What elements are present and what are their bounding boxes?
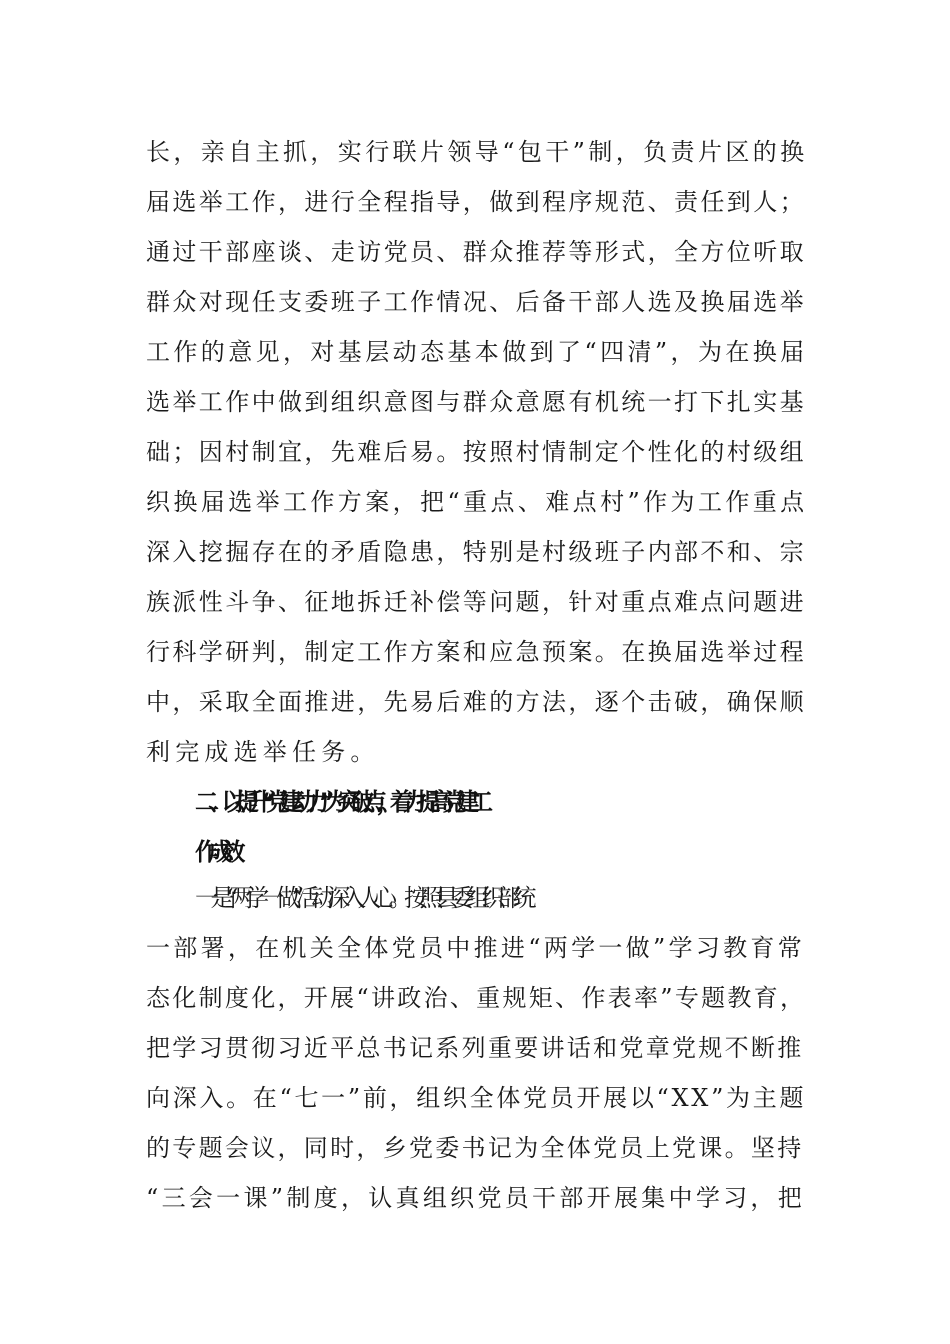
text-line: 一部署，在机关全体党员中推进“两学一做”学习教育常 xyxy=(146,934,806,962)
text-line: 族派性斗争、征地拆迁补偿等问题，针对重点难点问题进 xyxy=(146,588,806,616)
text-line: 向深入。在“七一”前，组织全体党员开展以“XX”为主题 xyxy=(146,1084,807,1112)
text-line: 把学习贯彻习近平总书记系列重要讲话和党章党规不断推 xyxy=(146,1034,804,1062)
text-line: 通过干部座谈、走访党员、群众推荐等形式，全方位听取 xyxy=(146,238,806,266)
heading-line: 二、以提升“党建动力”为突破点，着力提高党建工 xyxy=(195,788,483,816)
text-line: 工作的意见，对基层动态基本做到了“四清”，为在换届 xyxy=(146,338,808,366)
text-line: 深入挖掘存在的矛盾隐患，特别是村级班子内部不和、宗 xyxy=(146,538,806,566)
text-line: 群众对现任支委班子工作情况、后备干部人选及换届选举 xyxy=(146,288,806,316)
text-line: 届选举工作，进行全程指导，做到程序规范、责任到人； xyxy=(146,188,806,216)
text-line: 织换届选举工作方案，把“重点、难点村”作为工作重点 xyxy=(146,488,808,516)
text-line: 利完成选举任务。 xyxy=(146,738,380,766)
text-line: 长，亲自主抓，实行联片领导“包干”制，负责片区的换 xyxy=(146,138,808,166)
text-line: “三会一课”制度，认真组织党员干部开展集中学习，把 xyxy=(146,1184,806,1212)
text-line: 一是“两学一做”活动深入人心。按照县委组织部统 xyxy=(195,884,529,912)
text-line: 行科学研判，制定工作方案和应急预案。在换届选举过程 xyxy=(146,638,806,666)
text-line: 态化制度化，开展“讲政治、重规矩、作表率”专题教育， xyxy=(146,984,807,1012)
heading-line: 作成效 xyxy=(195,838,235,866)
text-line: 的专题会议，同时，乡党委书记为全体党员上党课。坚持 xyxy=(146,1134,804,1162)
text-line: 选举工作中做到组织意图与群众意愿有机统一打下扎实基 xyxy=(146,388,806,416)
text-line: 础；因村制宜，先难后易。按照村情制定个性化的村级组 xyxy=(146,438,806,466)
text-line: 中，采取全面推进，先易后难的方法，逐个击破，确保顺 xyxy=(146,688,806,716)
